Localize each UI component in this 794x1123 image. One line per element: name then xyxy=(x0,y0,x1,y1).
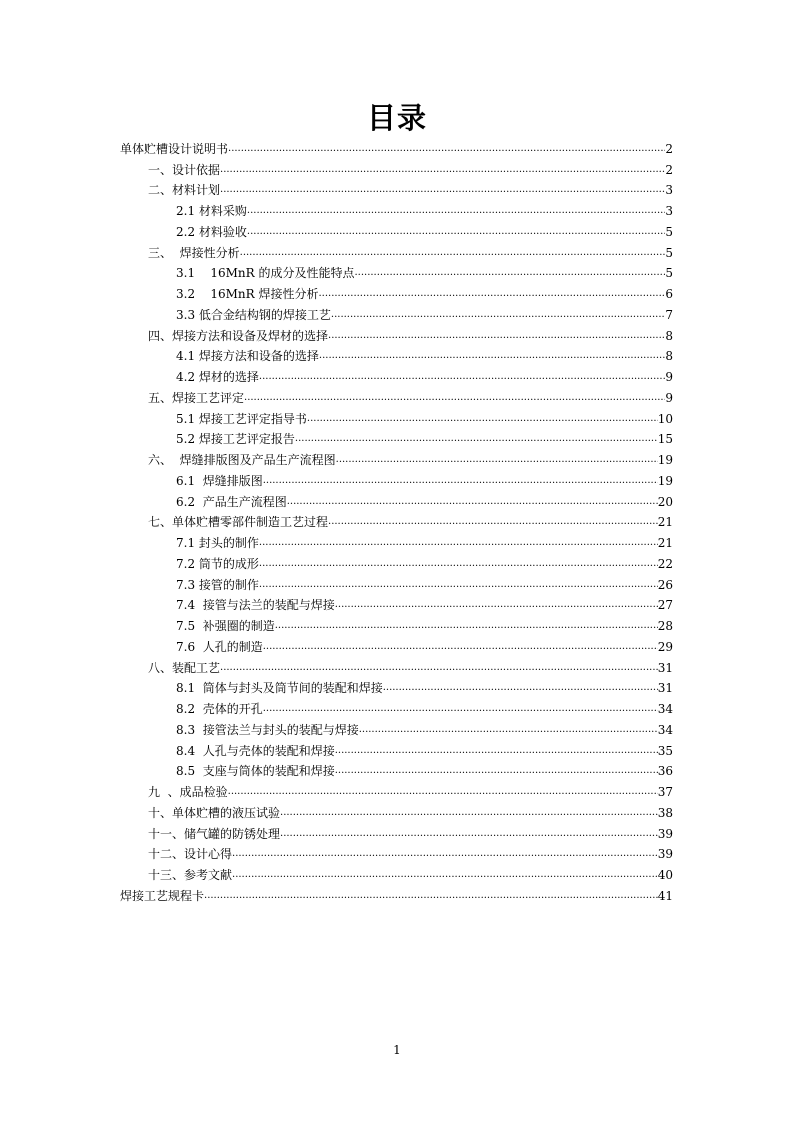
toc-entry-label: 十、单体贮槽的液压试验 xyxy=(148,805,281,820)
toc-entry[interactable] xyxy=(120,488,673,509)
toc-entry-page: 5 xyxy=(665,266,673,281)
toc-entry[interactable] xyxy=(120,737,673,758)
toc-dot-leader xyxy=(328,517,658,527)
toc-entry-label: 6.1 焊缝排版图 xyxy=(176,473,263,488)
toc-dot-leader xyxy=(287,497,658,507)
toc-dot-leader xyxy=(240,248,666,258)
toc-entry-label: 3.2 16MnR 焊接性分析 xyxy=(176,287,319,301)
toc-entry-page: 37 xyxy=(657,785,673,799)
table-of-contents xyxy=(120,135,673,903)
toc-entry-page: 28 xyxy=(657,619,673,633)
toc-entry-page: 40 xyxy=(657,868,673,882)
toc-entry-label: 5.2 焊接工艺评定报告 xyxy=(176,432,295,447)
toc-entry-page: 3 xyxy=(665,204,673,218)
toc-dot-leader xyxy=(259,580,658,590)
toc-dot-leader xyxy=(247,227,665,237)
toc-entry-label: 2.1 材料采购 xyxy=(176,204,247,218)
toc-dot-leader xyxy=(383,683,658,693)
toc-dot-leader xyxy=(295,434,658,444)
toc-entry-label: 8.3 接管法兰与封头的装配与焊接 xyxy=(176,722,359,737)
toc-entry-page: 41 xyxy=(657,888,673,903)
toc-entry[interactable] xyxy=(120,820,673,841)
toc-entry[interactable] xyxy=(120,550,673,571)
toc-entry-page: 34 xyxy=(657,722,673,737)
toc-entry-page: 38 xyxy=(657,805,673,820)
toc-entry[interactable] xyxy=(120,612,673,633)
toc-entry-label: 8.1 筒体与封头及筒节间的装配和焊接 xyxy=(176,681,383,696)
toc-entry[interactable] xyxy=(120,571,673,592)
toc-dot-leader xyxy=(220,663,658,673)
toc-entry-page: 36 xyxy=(657,764,673,779)
toc-entry[interactable] xyxy=(120,841,673,862)
toc-entry-label: 三、 焊接性分析 xyxy=(148,245,240,260)
toc-dot-leader xyxy=(335,600,658,610)
toc-dot-leader xyxy=(318,289,665,299)
toc-dot-leader xyxy=(354,268,665,278)
toc-entry[interactable] xyxy=(120,592,673,613)
toc-entry-label: 7.2 筒节的成形 xyxy=(176,556,259,571)
toc-dot-leader xyxy=(335,766,658,776)
toc-entry-label: 十三、参考文献 xyxy=(148,868,233,882)
toc-entry-label: 单体贮槽设计说明书 xyxy=(120,141,229,156)
toc-entry[interactable] xyxy=(120,260,673,281)
toc-entry[interactable] xyxy=(120,799,673,820)
toc-entry[interactable] xyxy=(120,426,673,447)
toc-entry-label: 5.1 焊接工艺评定指导书 xyxy=(176,411,307,426)
toc-entry-page: 2 xyxy=(665,141,673,156)
toc-entry-page: 39 xyxy=(657,847,673,862)
toc-entry-page: 35 xyxy=(657,743,673,758)
toc-entry[interactable] xyxy=(120,758,673,779)
toc-dot-leader xyxy=(336,455,658,465)
toc-entry-page: 7 xyxy=(665,307,673,322)
toc-dot-leader xyxy=(259,538,658,548)
toc-entry-page: 19 xyxy=(657,473,673,488)
toc-entry[interactable] xyxy=(120,509,673,530)
toc-entry-label: 焊接工艺规程卡 xyxy=(120,888,205,903)
toc-entry-page: 31 xyxy=(657,660,673,675)
toc-entry-label: 十一、储气罐的防锈处理 xyxy=(148,826,281,841)
toc-entry-page: 27 xyxy=(657,598,673,613)
toc-entry-page: 9 xyxy=(665,390,673,405)
toc-entry-label: 二、材料计划 xyxy=(148,183,221,198)
toc-entry[interactable] xyxy=(120,675,673,696)
toc-dot-leader xyxy=(204,891,658,901)
toc-entry[interactable] xyxy=(120,218,673,239)
toc-entry-page: 9 xyxy=(665,370,673,384)
toc-dot-leader xyxy=(232,870,658,880)
toc-entry[interactable] xyxy=(120,654,673,675)
toc-entry[interactable] xyxy=(120,301,673,322)
toc-entry-label: 3.1 16MnR 的成分及性能特点 xyxy=(176,266,355,281)
toc-entry-label: 七、单体贮槽零部件制造工艺过程 xyxy=(148,515,329,530)
toc-dot-leader xyxy=(232,849,658,859)
toc-dot-leader xyxy=(228,787,658,797)
toc-entry-page: 10 xyxy=(657,411,673,426)
toc-entry-page: 21 xyxy=(657,515,673,530)
toc-entry[interactable] xyxy=(120,322,673,343)
toc-entry-label: 四、焊接方法和设备及焊材的选择 xyxy=(148,328,329,343)
toc-entry-page: 8 xyxy=(665,328,673,343)
toc-entry-page: 20 xyxy=(657,494,673,509)
toc-entry[interactable] xyxy=(120,695,673,716)
toc-entry-page: 26 xyxy=(657,577,673,592)
toc-entry-label: 8.2 壳体的开孔 xyxy=(176,702,263,716)
toc-entry-label: 8.5 支座与筒体的装配和焊接 xyxy=(176,764,335,779)
toc-entry[interactable] xyxy=(120,384,673,405)
toc-entry[interactable] xyxy=(120,446,673,467)
toc-dot-leader xyxy=(263,476,658,486)
toc-entry-label: 2.2 材料验收 xyxy=(176,224,247,239)
toc-entry[interactable] xyxy=(120,343,673,364)
toc-dot-leader xyxy=(220,165,665,175)
toc-entry[interactable] xyxy=(120,197,673,218)
toc-entry-label: 一、设计依据 xyxy=(148,162,221,177)
toc-entry-page: 3 xyxy=(665,183,673,198)
toc-entry-label: 4.1 焊接方法和设备的选择 xyxy=(176,349,319,364)
toc-entry-page: 5 xyxy=(665,224,673,239)
toc-entry[interactable] xyxy=(120,882,673,903)
toc-entry[interactable] xyxy=(120,135,673,156)
toc-dot-leader xyxy=(263,642,658,652)
toc-entry-label: 6.2 产品生产流程图 xyxy=(176,494,287,509)
toc-entry[interactable] xyxy=(120,363,673,384)
toc-entry-label: 7.6 人孔的制造 xyxy=(176,639,263,654)
toc-dot-leader xyxy=(280,829,658,839)
toc-entry-label: 7.3 接管的制作 xyxy=(176,577,259,592)
toc-entry[interactable] xyxy=(120,778,673,799)
toc-entry-page: 31 xyxy=(657,681,673,696)
toc-entry-page: 39 xyxy=(657,826,673,841)
toc-entry-label: 7.1 封头的制作 xyxy=(176,536,259,550)
toc-dot-leader xyxy=(331,310,665,320)
toc-entry-page: 2 xyxy=(665,162,673,177)
toc-entry-label: 4.2 焊材的选择 xyxy=(176,370,259,384)
toc-entry[interactable] xyxy=(120,529,673,550)
toc-entry-page: 8 xyxy=(665,349,673,364)
toc-dot-leader xyxy=(259,372,665,382)
toc-entry-label: 五、焊接工艺评定 xyxy=(148,390,245,405)
toc-entry-page: 21 xyxy=(657,536,673,550)
toc-entry-label: 8.4 人孔与壳体的装配和焊接 xyxy=(176,743,335,758)
toc-entry-page: 29 xyxy=(657,639,673,654)
toc-entry[interactable] xyxy=(120,177,673,198)
page-title: 目录 xyxy=(366,101,427,135)
toc-entry[interactable] xyxy=(120,405,673,426)
toc-dot-leader xyxy=(275,621,658,631)
toc-entry[interactable] xyxy=(120,633,673,654)
toc-entry-label: 十二、设计心得 xyxy=(148,847,233,862)
toc-entry-page: 19 xyxy=(657,453,673,467)
page-number: 1 xyxy=(393,1043,401,1057)
toc-dot-leader xyxy=(263,704,658,714)
toc-entry-page: 5 xyxy=(665,245,673,260)
toc-dot-leader xyxy=(328,331,665,341)
toc-dot-leader xyxy=(244,393,665,403)
toc-dot-leader xyxy=(307,414,658,424)
toc-dot-leader xyxy=(319,351,665,361)
toc-entry-page: 15 xyxy=(657,432,673,447)
toc-entry[interactable] xyxy=(120,467,673,488)
toc-entry-page: 6 xyxy=(665,287,673,301)
toc-dot-leader xyxy=(220,185,665,195)
toc-dot-leader xyxy=(335,746,658,756)
toc-entry-label: 八、装配工艺 xyxy=(148,660,221,675)
toc-dot-leader xyxy=(359,725,658,735)
toc-entry-label: 7.5 补强圈的制造 xyxy=(176,619,275,633)
toc-entry[interactable] xyxy=(120,716,673,737)
toc-entry[interactable] xyxy=(120,156,673,177)
toc-dot-leader xyxy=(259,559,658,569)
toc-entry[interactable] xyxy=(120,280,673,301)
toc-entry-page: 34 xyxy=(657,702,673,716)
toc-entry-label: 3.3 低合金结构钢的焊接工艺 xyxy=(176,307,331,322)
toc-entry-label: 7.4 接管与法兰的装配与焊接 xyxy=(176,598,335,613)
toc-entry[interactable] xyxy=(120,239,673,260)
toc-entry-label: 六、 焊缝排版图及产品生产流程图 xyxy=(148,453,336,467)
toc-dot-leader xyxy=(228,144,665,154)
toc-entry[interactable] xyxy=(120,861,673,882)
toc-dot-leader xyxy=(247,206,665,216)
toc-entry-label: 九 、成品检验 xyxy=(148,785,228,799)
toc-dot-leader xyxy=(280,808,658,818)
toc-entry-page: 22 xyxy=(657,556,673,571)
